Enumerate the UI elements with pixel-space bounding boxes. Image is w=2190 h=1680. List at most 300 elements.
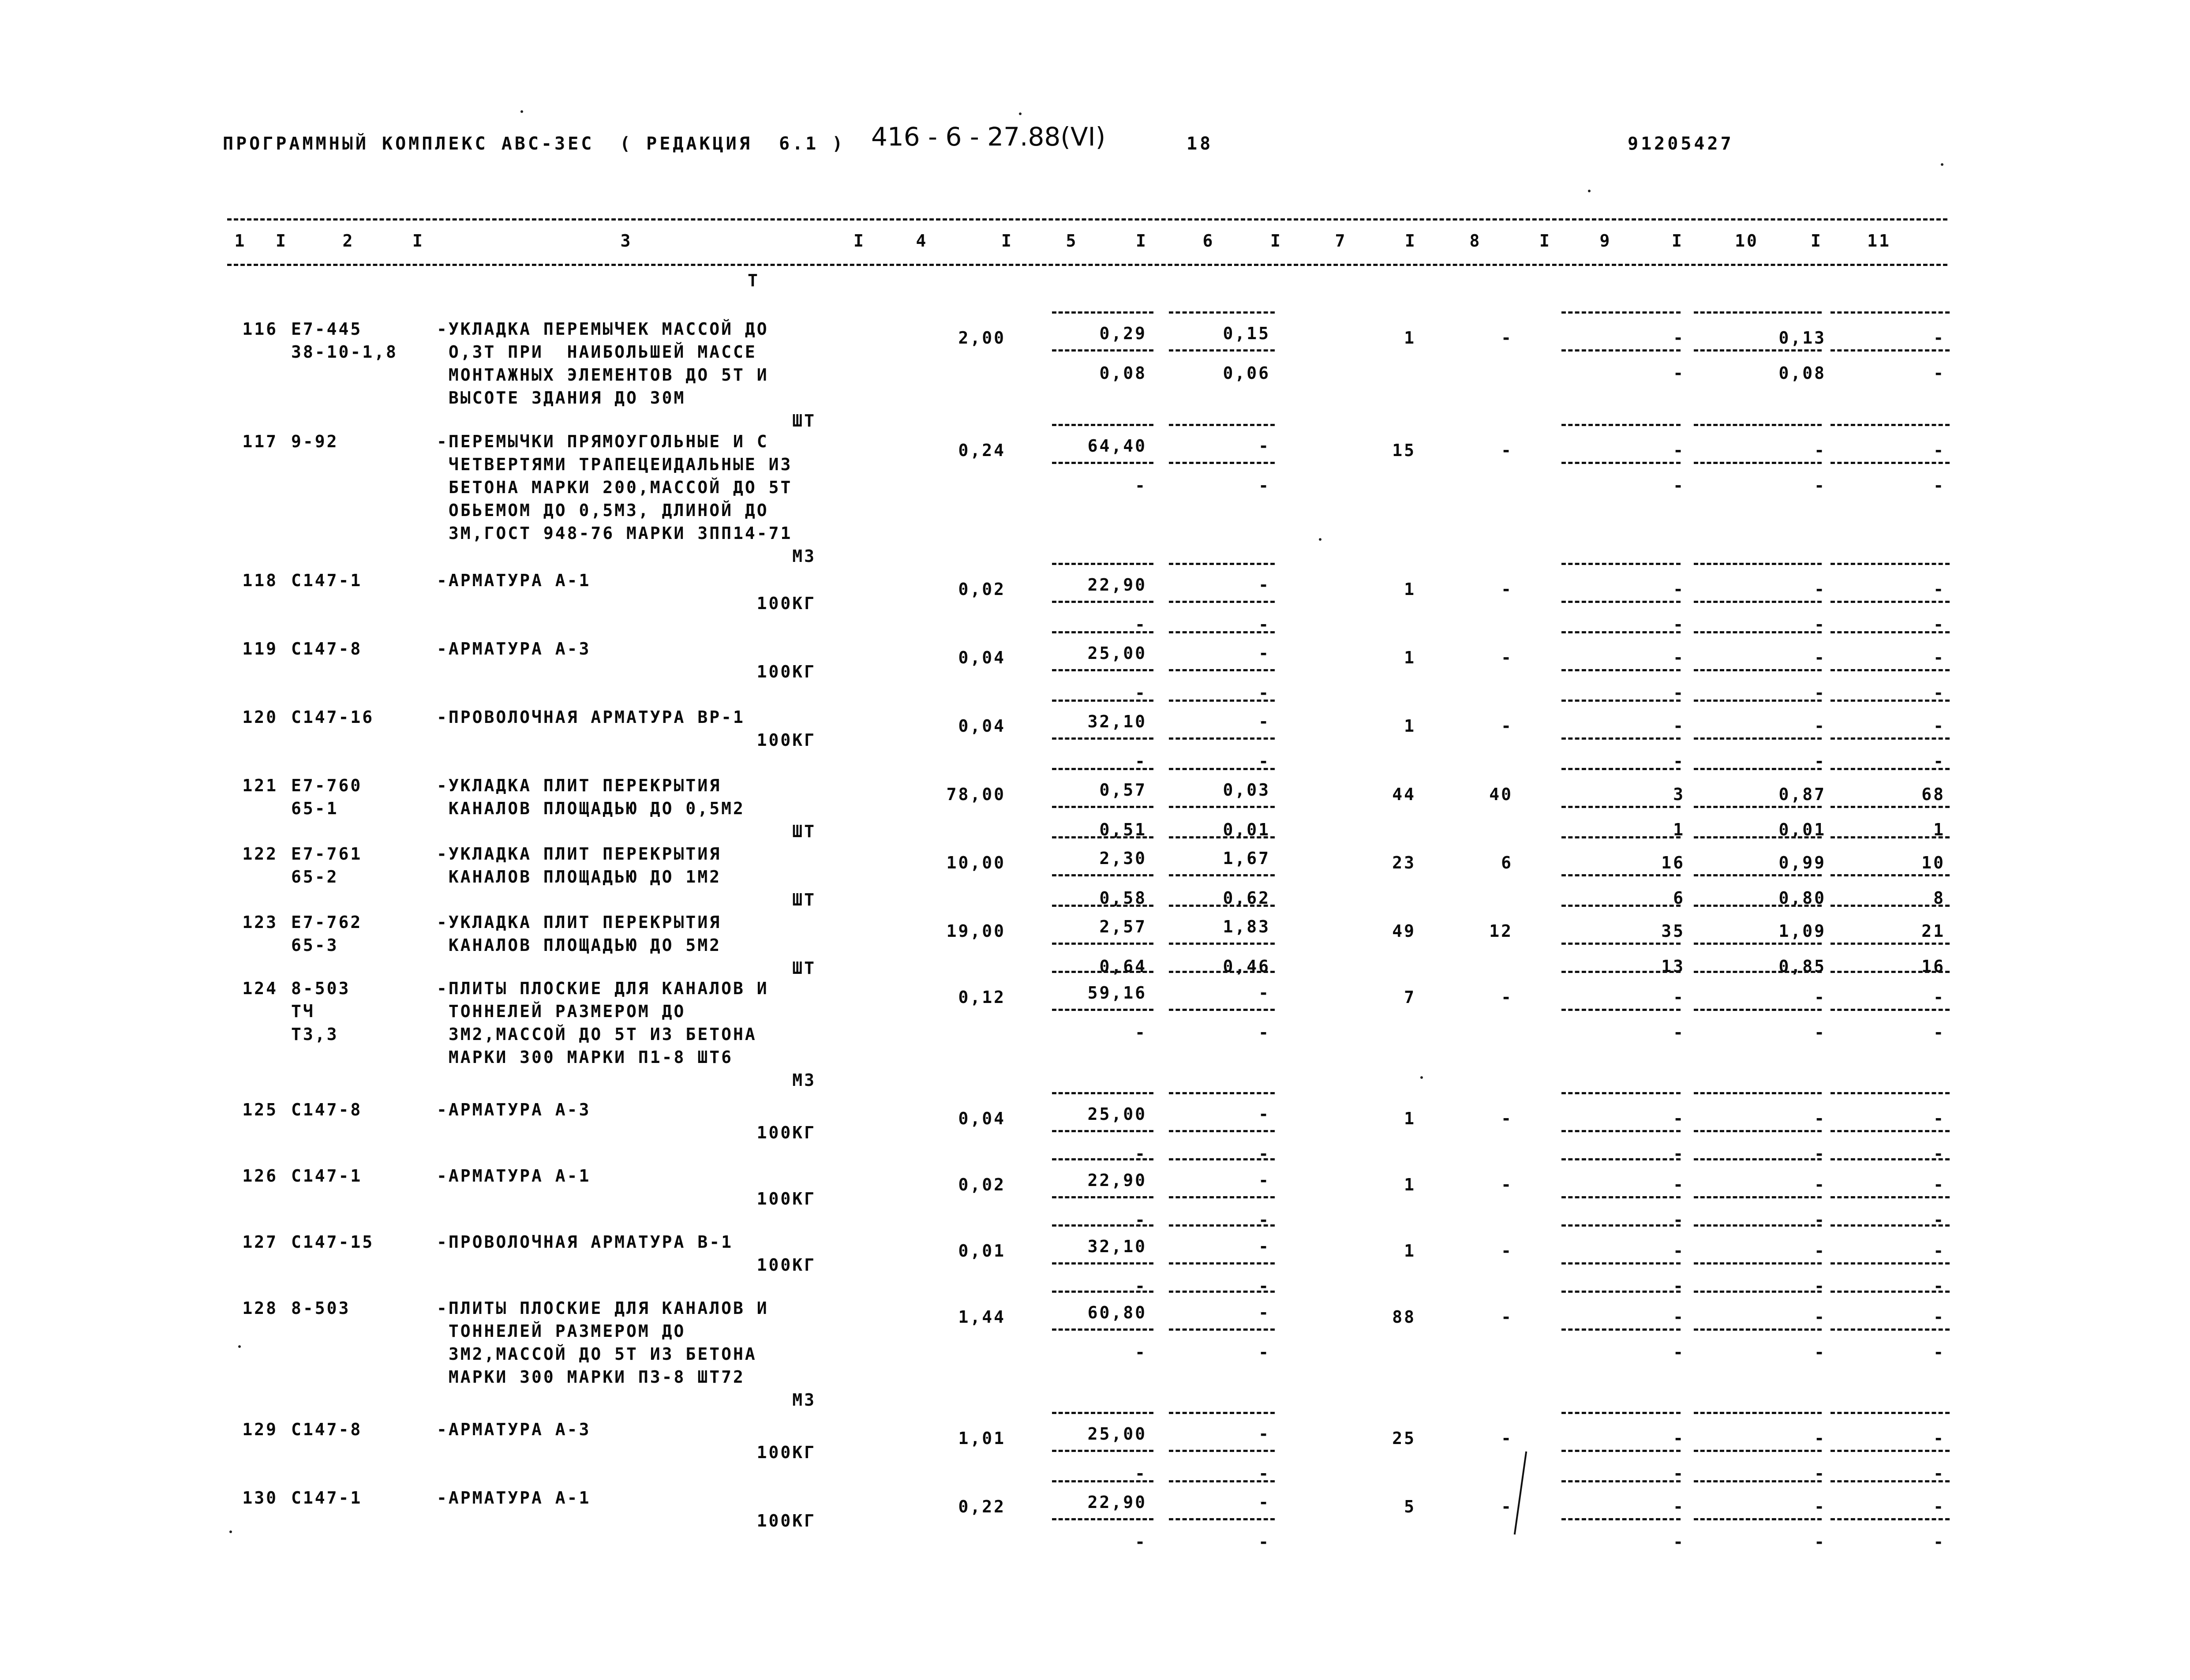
cell-divider [1052, 1196, 1153, 1198]
work-description: -АРМАТУРА А-3 [437, 1420, 591, 1439]
scan-speck [1019, 112, 1022, 115]
cell-divider [1694, 1009, 1822, 1011]
cost-col6-secondary: - [1258, 615, 1270, 634]
cell-divider [1052, 669, 1153, 671]
cell-divider [1831, 905, 1950, 907]
cost-col10: - [1814, 580, 1826, 599]
cell-divider [1831, 563, 1950, 565]
cell-divider [1694, 563, 1822, 565]
cell-divider [1169, 1480, 1275, 1482]
cost-col6-secondary: - [1258, 1144, 1270, 1164]
cost-col7: 49 [1392, 921, 1416, 941]
cell-divider [1561, 1450, 1681, 1452]
cost-col5: 0,57 [1099, 780, 1147, 800]
cost-col10-secondary: - [1814, 615, 1826, 634]
cell-divider [1561, 1009, 1681, 1011]
cost-col10: - [1814, 441, 1826, 460]
cost-col11: - [1933, 1241, 1945, 1261]
cell-divider [1169, 1291, 1275, 1293]
cost-col6: 0,15 [1223, 324, 1270, 343]
cost-col6-secondary: - [1258, 1210, 1270, 1230]
cost-col10-secondary: - [1814, 1343, 1826, 1362]
cost-col6-secondary: 0,01 [1223, 820, 1270, 839]
cell-divider [1831, 971, 1950, 973]
cost-col10-secondary: - [1814, 752, 1826, 771]
cell-divider [1169, 1518, 1275, 1520]
cost-col10: 0,13 [1778, 328, 1826, 348]
row-number: 117 [242, 432, 278, 451]
cost-col9-secondary: - [1673, 615, 1685, 634]
page-number: 18 [1187, 134, 1213, 154]
unit-of-measure: ШТ [792, 958, 816, 978]
cell-divider [1052, 1224, 1153, 1227]
pen-mark [1514, 1452, 1527, 1535]
cell-divider [1052, 631, 1153, 633]
cost-col11: - [1933, 648, 1945, 667]
cost-col11-secondary: - [1933, 752, 1945, 771]
cost-col5-secondary: - [1135, 752, 1147, 771]
work-description: -АРМАТУРА А-1 [437, 571, 591, 590]
quantity: 78,00 [946, 785, 1006, 804]
row-number: 126 [242, 1166, 278, 1186]
quantity: 0,02 [958, 1175, 1006, 1194]
cost-col10-secondary: 0,08 [1778, 363, 1826, 383]
cost-col6: 1,67 [1223, 849, 1270, 868]
cost-col9: - [1673, 1241, 1685, 1261]
unit-of-measure: М3 [792, 1390, 816, 1410]
cell-divider [1694, 1130, 1822, 1132]
cost-col11: 10 [1921, 853, 1945, 872]
cell-divider [1561, 905, 1681, 907]
cost-col10-secondary: - [1814, 1276, 1826, 1296]
cost-col8: - [1501, 648, 1513, 667]
cost-col7: 1 [1404, 648, 1416, 667]
cell-divider [1561, 1130, 1681, 1132]
cost-col9: - [1673, 1307, 1685, 1327]
cell-divider [1561, 1518, 1681, 1520]
edition-label: ( РЕДАКЦИЯ 6.1 ) [620, 134, 846, 154]
cell-divider [1169, 1130, 1275, 1132]
cell-divider [1694, 700, 1822, 702]
work-description: -ПЛИТЫ ПЛОСКИЕ ДЛЯ КАНАЛОВ И ТОННЕЛЕЙ РАЗМЕРОМ ДО 3М2,МАССОЙ ДО 5Т ИЗ БЕТОНА МАРКИ 300 МАРКИ П1-8 ШТ6 [437, 979, 769, 1067]
column-header: 7 [1335, 231, 1347, 251]
cell-divider [1561, 601, 1681, 603]
cell-divider [1561, 631, 1681, 633]
cell-divider [1169, 1196, 1275, 1198]
cost-col11-secondary: 1 [1933, 820, 1945, 839]
scan-speck [238, 1345, 241, 1348]
cost-col9: - [1673, 648, 1685, 667]
row-number: 124 [242, 979, 278, 998]
cell-divider [1561, 1412, 1681, 1414]
column-header: 9 [1599, 231, 1612, 251]
cell-divider [1831, 1224, 1950, 1227]
cell-divider [1694, 1196, 1822, 1198]
cell-divider [1694, 874, 1822, 876]
cell-divider [1052, 311, 1153, 314]
cell-divider [1169, 1450, 1275, 1452]
cell-divider [1831, 1009, 1950, 1011]
cell-divider [1694, 943, 1822, 945]
cost-col7: 25 [1392, 1429, 1416, 1448]
cell-divider [1831, 737, 1950, 740]
column-header: 5 [1066, 231, 1078, 251]
cost-col5: 64,40 [1087, 436, 1147, 456]
cost-col7: 1 [1404, 716, 1416, 736]
cost-col6-secondary: - [1258, 1023, 1270, 1042]
cost-col11-secondary: - [1933, 615, 1945, 634]
cell-divider [1052, 836, 1153, 838]
rate-code: С147-8 [291, 1420, 363, 1439]
cell-divider [1694, 349, 1822, 352]
cell-divider [1561, 1196, 1681, 1198]
work-description: -УКЛАДКА ПЛИТ ПЕРЕКРЫТИЯ КАНАЛОВ ПЛОЩАДЬЮ ДО 5М2 [437, 913, 722, 955]
column-header: 1 [234, 231, 247, 251]
cost-col6: - [1258, 575, 1270, 595]
cost-col11-secondary: - [1933, 1343, 1945, 1362]
cell-divider [1561, 806, 1681, 808]
unit-of-measure: 100КГ [756, 662, 816, 681]
cost-col6: - [1258, 1171, 1270, 1190]
rate-code: 8-503 [291, 1298, 351, 1318]
cell-divider [1052, 1009, 1153, 1011]
cost-col9: 16 [1661, 853, 1685, 872]
cost-col10-secondary: - [1814, 1023, 1826, 1042]
quantity: 0,04 [958, 716, 1006, 736]
cost-col5: 59,16 [1087, 983, 1147, 1003]
cell-divider [1052, 737, 1153, 740]
cell-divider [1561, 1092, 1681, 1094]
cost-col6: - [1258, 644, 1270, 663]
column-header: 6 [1202, 231, 1215, 251]
quantity: 2,00 [958, 328, 1006, 348]
column-separators: I [412, 231, 424, 251]
cell-divider [1694, 1412, 1822, 1414]
column-header: 11 [1867, 231, 1891, 251]
unit-of-measure: 100КГ [756, 1255, 816, 1275]
cell-divider [1694, 1480, 1822, 1482]
cell-divider [1052, 1262, 1153, 1265]
cell-divider [1831, 1158, 1950, 1160]
cost-col11: 21 [1921, 921, 1945, 941]
quantity: 0,24 [958, 441, 1006, 460]
cost-col6: 1,83 [1223, 917, 1270, 936]
cell-divider [1169, 1009, 1275, 1011]
cost-col7: 88 [1392, 1307, 1416, 1327]
cost-col6: - [1258, 1424, 1270, 1444]
cell-divider [1169, 971, 1275, 973]
cell-divider [1052, 1291, 1153, 1293]
cost-col10: - [1814, 648, 1826, 667]
cell-divider [1831, 462, 1950, 464]
cell-divider [1694, 311, 1822, 314]
cell-divider [1831, 1262, 1950, 1265]
cell-divider [1561, 1291, 1681, 1293]
cost-col9-secondary: - [1673, 752, 1685, 771]
cost-col10: - [1814, 988, 1826, 1007]
row-number: 116 [242, 319, 278, 339]
row-number: 130 [242, 1488, 278, 1508]
cell-divider [1561, 1480, 1681, 1482]
cost-col6-secondary: - [1258, 683, 1270, 703]
cost-col11-secondary: - [1933, 683, 1945, 703]
cost-col6: - [1258, 1104, 1270, 1124]
cell-divider [1831, 1450, 1950, 1452]
cost-col5: 32,10 [1087, 1237, 1147, 1256]
quantity: 1,01 [958, 1429, 1006, 1448]
cell-divider [1052, 1412, 1153, 1414]
cost-col6: - [1258, 436, 1270, 456]
cell-divider [1561, 563, 1681, 565]
column-header: 3 [620, 231, 633, 251]
cost-col10-secondary: - [1814, 1532, 1826, 1552]
cost-col11: - [1933, 988, 1945, 1007]
cell-divider [1169, 563, 1275, 565]
scan-speck [1319, 538, 1321, 541]
cell-divider [1169, 768, 1275, 770]
cost-col7: 1 [1404, 1175, 1416, 1194]
work-description: -ПРОВОЛОЧНАЯ АРМАТУРА ВР-1 [437, 707, 745, 727]
cell-divider [1561, 768, 1681, 770]
cost-col6: - [1258, 1493, 1270, 1512]
cost-col9: - [1673, 1175, 1685, 1194]
cost-col9: - [1673, 1109, 1685, 1128]
work-description: -УКЛАДКА ПЛИТ ПЕРЕКРЫТИЯ КАНАЛОВ ПЛОЩАДЬЮ ДО 1М2 [437, 844, 722, 887]
rate-code: Е7-445 38-10-1,8 [291, 319, 398, 362]
column-separators: I [854, 231, 865, 251]
cell-divider [1561, 943, 1681, 945]
work-description: -АРМАТУРА А-3 [437, 639, 591, 659]
cost-col8: - [1501, 1109, 1513, 1128]
cost-col5: 25,00 [1087, 1424, 1147, 1444]
cell-divider [1561, 349, 1681, 352]
cell-divider [1169, 836, 1275, 838]
cell-divider [1169, 1224, 1275, 1227]
cell-divider [1169, 631, 1275, 633]
cell-divider [1052, 462, 1153, 464]
cost-col9: 3 [1673, 785, 1685, 804]
cost-col11: 68 [1921, 785, 1945, 804]
work-description: -АРМАТУРА А-1 [437, 1166, 591, 1186]
cost-col11: - [1933, 328, 1945, 348]
quantity: 0,22 [958, 1497, 1006, 1516]
cell-divider [1169, 737, 1275, 740]
cost-col7: 1 [1404, 1109, 1416, 1128]
cell-divider [1052, 1450, 1153, 1452]
cost-col10: - [1814, 1241, 1826, 1261]
cost-col6-secondary: - [1258, 1343, 1270, 1362]
row-number: 118 [242, 571, 278, 590]
cell-divider [1561, 700, 1681, 702]
scan-speck [229, 1530, 232, 1533]
unit-of-measure: 100КГ [756, 1511, 816, 1530]
cost-col10-secondary: 0,85 [1778, 957, 1826, 976]
cost-col8: 40 [1489, 785, 1513, 804]
cost-col5-secondary: - [1135, 1532, 1147, 1552]
cell-divider [1831, 311, 1950, 314]
cell-divider [1169, 1092, 1275, 1094]
cost-col11: - [1933, 1307, 1945, 1327]
cost-col7: 5 [1404, 1497, 1416, 1516]
quantity: 10,00 [946, 853, 1006, 872]
cost-col11-secondary: - [1933, 1144, 1945, 1164]
cost-col11-secondary: - [1933, 476, 1945, 495]
cell-divider [1831, 424, 1950, 426]
rate-code: С147-8 [291, 639, 363, 659]
quantity: 19,00 [946, 921, 1006, 941]
header-rule-top [227, 218, 1947, 221]
cost-col5: 32,10 [1087, 712, 1147, 731]
quantity: 0,04 [958, 648, 1006, 667]
column-separators: I [1811, 231, 1823, 251]
cost-col11-secondary: - [1933, 1023, 1945, 1042]
cost-col5: 0,29 [1099, 324, 1147, 343]
handwritten-code: 416 - 6 - 27.88(VI) [871, 122, 1106, 152]
cell-divider [1561, 462, 1681, 464]
cell-divider [1831, 874, 1950, 876]
cost-col5: 2,30 [1099, 849, 1147, 868]
unit-of-measure: 100КГ [756, 1123, 816, 1142]
cost-col7: 15 [1392, 441, 1416, 460]
cost-col7: 1 [1404, 328, 1416, 348]
quantity: 0,01 [958, 1241, 1006, 1261]
cost-col6: - [1258, 1303, 1270, 1322]
cost-col10-secondary: 0,01 [1778, 820, 1826, 839]
unit-of-measure: 100КГ [756, 594, 816, 613]
cost-col6: - [1258, 1237, 1270, 1256]
unit-of-measure: ШТ [792, 890, 816, 909]
quantity: 0,04 [958, 1109, 1006, 1128]
work-description: -АРМАТУРА А-1 [437, 1488, 591, 1508]
cell-divider [1561, 311, 1681, 314]
cost-col5-secondary: - [1135, 1210, 1147, 1230]
column-separators: I [1001, 231, 1013, 251]
scan-speck [520, 110, 523, 113]
cost-col5-secondary: - [1135, 476, 1147, 495]
cost-col7: 23 [1392, 853, 1416, 872]
column-separators: I [1672, 231, 1684, 251]
column-header: 2 [342, 231, 355, 251]
cell-divider [1694, 601, 1822, 603]
row-number: 120 [242, 707, 278, 727]
cell-divider [1561, 971, 1681, 973]
cost-col9-secondary: - [1673, 1023, 1685, 1042]
cost-col10-secondary: - [1814, 1464, 1826, 1483]
cost-col5-secondary: - [1135, 1023, 1147, 1042]
cost-col10: - [1814, 1175, 1826, 1194]
unit-of-measure: ШТ [792, 822, 816, 841]
column-header: 10 [1735, 231, 1759, 251]
cost-col9-secondary: - [1673, 363, 1685, 383]
row-number: 125 [242, 1100, 278, 1119]
row-number: 123 [242, 913, 278, 932]
cost-col8: - [1501, 716, 1513, 736]
cell-divider [1052, 905, 1153, 907]
cell-divider [1561, 737, 1681, 740]
cost-col6: - [1258, 712, 1270, 731]
cell-divider [1694, 836, 1822, 838]
cell-divider [1831, 1196, 1950, 1198]
unit-of-measure: 100КГ [756, 1189, 816, 1209]
cost-col10-secondary: 0,80 [1778, 888, 1826, 908]
work-description: -ПЕРЕМЫЧКИ ПРЯМОУГОЛЬНЫЕ И С ЧЕТВЕРТЯМИ ТРАПЕЦЕИДАЛЬНЫЕ ИЗ БЕТОНА МАРКИ 200,МАССОЙ ДО 5Т ОБЬЕМОМ ДО 0,5М3, ДЛИНОЙ ДО 3М,ГОСТ 948-76 МАРКИ 3ПП14-71 [437, 432, 793, 543]
unit-of-measure: 100КГ [756, 730, 816, 750]
cost-col9-secondary: - [1673, 1532, 1685, 1552]
work-description: -УКЛАДКА ПЛИТ ПЕРЕКРЫТИЯ КАНАЛОВ ПЛОЩАДЬЮ ДО 0,5М2 [437, 776, 745, 818]
cost-col5-secondary: - [1135, 1343, 1147, 1362]
rate-code: С147-1 [291, 1166, 363, 1186]
cell-divider [1831, 836, 1950, 838]
cost-col8: - [1501, 1175, 1513, 1194]
cost-col9-secondary: - [1673, 1210, 1685, 1230]
cost-col9: - [1673, 1497, 1685, 1516]
cost-col9-secondary: 1 [1673, 820, 1685, 839]
cost-col10-secondary: - [1814, 683, 1826, 703]
cell-divider [1052, 700, 1153, 702]
cost-col6-secondary: 0,46 [1223, 957, 1270, 976]
cost-col9-secondary: 13 [1661, 957, 1685, 976]
cell-divider [1169, 1158, 1275, 1160]
cell-divider [1694, 1262, 1822, 1265]
cost-col11: - [1933, 1175, 1945, 1194]
scan-speck [1588, 190, 1591, 192]
cost-col10-secondary: - [1814, 1210, 1826, 1230]
cost-col8: - [1501, 328, 1513, 348]
cell-divider [1052, 1518, 1153, 1520]
cost-col9: - [1673, 1429, 1685, 1448]
cell-divider [1561, 1158, 1681, 1160]
cell-divider [1831, 700, 1950, 702]
cell-divider [1831, 669, 1950, 671]
cell-divider [1831, 1480, 1950, 1482]
cell-divider [1169, 669, 1275, 671]
cost-col8: - [1501, 1429, 1513, 1448]
cost-col5: 22,90 [1087, 1493, 1147, 1512]
row-number: 129 [242, 1420, 278, 1439]
unit-of-measure: М3 [792, 1070, 816, 1090]
rate-code: С147-1 [291, 571, 363, 590]
cost-col9: - [1673, 988, 1685, 1007]
cell-divider [1052, 874, 1153, 876]
cell-divider [1169, 1412, 1275, 1414]
cell-divider [1561, 669, 1681, 671]
cost-col9-secondary: - [1673, 476, 1685, 495]
work-description: -ПРОВОЛОЧНАЯ АРМАТУРА В-1 [437, 1232, 733, 1252]
cost-col6-secondary: - [1258, 476, 1270, 495]
cell-divider [1169, 700, 1275, 702]
cell-divider [1694, 1291, 1822, 1293]
cost-col8: - [1501, 1497, 1513, 1516]
cost-col11: - [1933, 1109, 1945, 1128]
column-separators: I [276, 231, 288, 251]
cost-col11-secondary: 8 [1933, 888, 1945, 908]
rate-code: Е7-760 65-1 [291, 776, 363, 818]
cell-divider [1831, 806, 1950, 808]
cell-divider [1694, 1450, 1822, 1452]
cost-col5: 22,90 [1087, 1171, 1147, 1190]
cell-divider [1561, 874, 1681, 876]
cost-col11: - [1933, 441, 1945, 460]
cell-divider [1052, 563, 1153, 565]
cell-divider [1169, 874, 1275, 876]
cell-divider [1052, 806, 1153, 808]
cell-divider [1052, 943, 1153, 945]
cell-divider [1169, 1328, 1275, 1331]
cost-col7: 7 [1404, 988, 1416, 1007]
cell-divider [1694, 905, 1822, 907]
cost-col9: 35 [1661, 921, 1685, 941]
quantity: 1,44 [958, 1307, 1006, 1327]
